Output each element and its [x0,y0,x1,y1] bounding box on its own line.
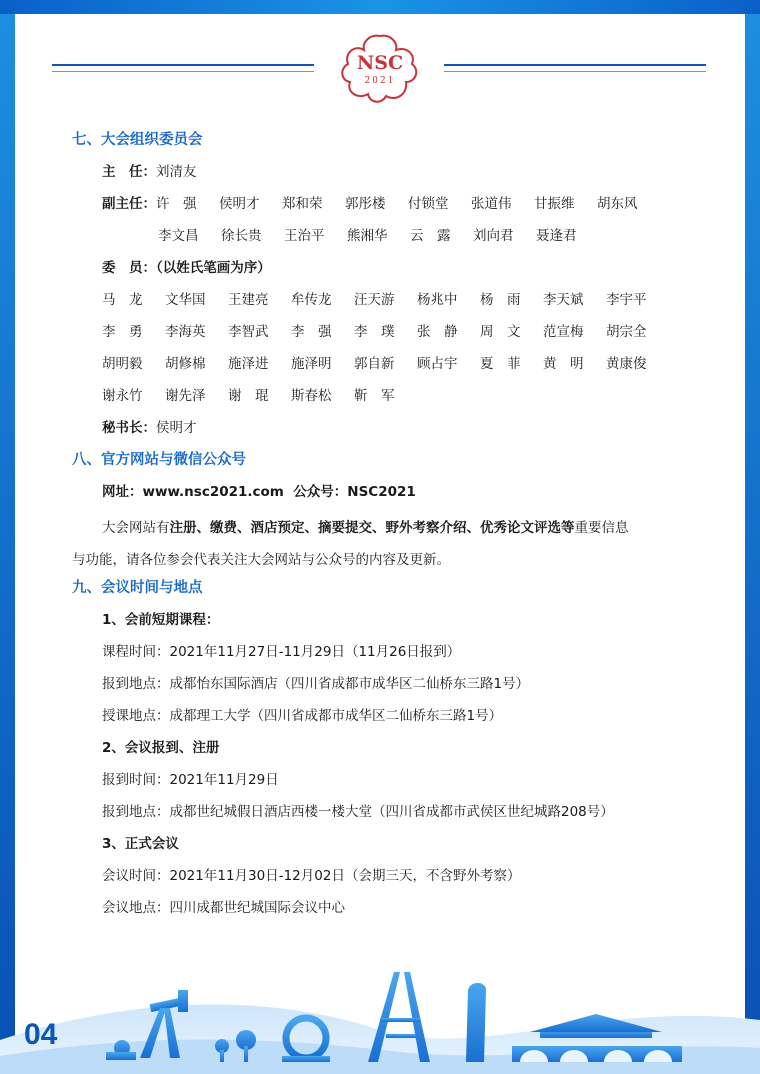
member-name: 李 璞 [354,324,395,340]
members-row [102,352,712,384]
website-paragraph [72,512,712,544]
member-name: 王建亮 [228,292,269,308]
member-name: 周 文 [480,324,521,340]
paragraph-suffix: 重要信息 [574,520,629,536]
member-name: 李宇平 [606,292,647,308]
vice-chair-name: 王治平 [284,228,325,244]
meeting-venue-line: 会议地点：四川成都世纪城国际会议中心 [102,900,345,916]
member-name: 汪天游 [354,292,395,308]
member-name: 顾占宇 [417,356,458,372]
member-name: 李海英 [165,324,206,340]
website-paragraph-line2: 与功能，请各位参会代表关注大会网站与公众号的内容及更新。 [72,552,450,568]
vice-chair-name: 徐长贵 [221,228,262,244]
frame-top-bar [0,0,760,14]
member-name: 胡明毅 [102,356,143,372]
member-name: 施泽明 [291,356,332,372]
vice-chair-name: 郭彤楼 [345,196,386,212]
member-name: 谢 琨 [228,388,269,404]
vice-chair-name: 刘向君 [473,228,514,244]
vice-chair-name: 熊湘华 [347,228,388,244]
website-line[interactable]: 网址：www.nsc2021.com 公众号：NSC2021 [102,484,416,500]
course-time-line: 课程时间：2021年11月27日-11月29日（11月26日报到） [102,644,461,660]
course-checkin-line: 报到地点：成都怡东国际酒店（四川省成都市成华区二仙桥东三路1号） [102,676,530,692]
member-name: 黄康俊 [606,356,647,372]
registration-place-line: 报到地点：成都世纪城假日酒店西楼一楼大堂（四川省成都市武侯区世纪城路208号） [102,804,614,820]
course-venue-line: 授课地点：成都理工大学（四川省成都市成华区二仙桥东三路1号） [102,708,503,724]
header-line-right [444,64,706,66]
frame-left-bar [0,0,15,1074]
member-name: 斯春松 [291,388,332,404]
members-row [102,320,712,352]
member-name: 张 静 [417,324,458,340]
member-name: 谢先泽 [165,388,206,404]
registration-time-line: 报到时间：2021年11月29日 [102,772,279,788]
chair-name: 刘清友 [156,164,197,180]
vice-chair-name: 付锁堂 [408,196,449,212]
vice-chair-name: 李文昌 [158,228,199,244]
section-title-8: 八、官方网站与微信公众号 [72,452,246,468]
members-label: 委 员： [102,260,156,276]
section-title-7: 七、大会组织委员会 [72,132,203,148]
member-name: 谢永竹 [102,388,143,404]
vice-chair-name: 许 强 [156,196,197,212]
member-name: 李天斌 [543,292,584,308]
vice-chair-name: 郑和荣 [282,196,323,212]
paragraph-bold: 注册、缴费、酒店预定、摘要提交、野外考察介绍、优秀论文评选等 [169,520,575,536]
member-name: 李 勇 [102,324,143,340]
vice-chair-name: 甘振维 [534,196,575,212]
member-name: 范宣梅 [543,324,584,340]
vice-chair-name: 张道伟 [471,196,512,212]
member-name: 靳 军 [354,388,395,404]
subsection-title-1: 1、会前短期课程： [102,612,220,628]
vice-chair-name: 侯明才 [219,196,260,212]
member-name: 施泽进 [228,356,269,372]
secretary-name: 侯明才 [156,420,197,436]
header-line-right-thin [444,71,706,72]
logo-text: NSC [356,52,404,74]
members-label-row [72,256,712,288]
page-content [72,128,712,928]
vice-chair-name: 聂逢君 [536,228,577,244]
secretary-row [72,416,712,448]
member-name: 黄 明 [543,356,584,372]
page-number: 04 [24,1018,58,1051]
vice-chair-row-1 [72,192,712,224]
member-name: 牟传龙 [291,292,332,308]
member-name: 李智武 [228,324,269,340]
subsection-title-2: 2、会议报到、注册 [102,740,220,756]
member-name: 杨 雨 [480,292,521,308]
member-name: 郭自新 [354,356,395,372]
vice-chair-label: 副主任： [102,196,156,212]
members-grid [72,288,712,416]
member-name: 李 强 [291,324,332,340]
meeting-time-line: 会议时间：2021年11月30日-12月02日（会期三天，不含野外考察） [102,868,521,884]
member-name: 马 龙 [102,292,143,308]
frame-right-bar [745,0,760,1074]
city-skyline-illustration [0,960,760,1074]
vice-chair-name: 云 露 [410,228,451,244]
chair-row [72,160,712,192]
subsection-title-3: 3、正式会议 [102,836,179,852]
members-row [102,288,712,320]
members-note: （以姓氏笔画为序） [156,260,271,276]
vice-chair-name: 胡东风 [597,196,638,212]
member-name: 胡宗全 [606,324,647,340]
member-name: 夏 菲 [480,356,521,372]
members-row [102,384,712,416]
member-name: 文华国 [165,292,206,308]
chair-label: 主 任： [102,164,156,180]
section-title-9: 九、会议时间与地点 [72,580,203,596]
member-name: 杨兆中 [417,292,458,308]
secretary-label: 秘书长： [102,420,156,436]
paragraph-prefix: 大会网站有 [102,520,170,536]
header-line-left [52,64,314,66]
member-name: 胡修棉 [165,356,206,372]
logo-year: 2021 [364,76,396,86]
header-line-left-thin [52,71,314,72]
vice-chair-row-2 [72,224,712,256]
